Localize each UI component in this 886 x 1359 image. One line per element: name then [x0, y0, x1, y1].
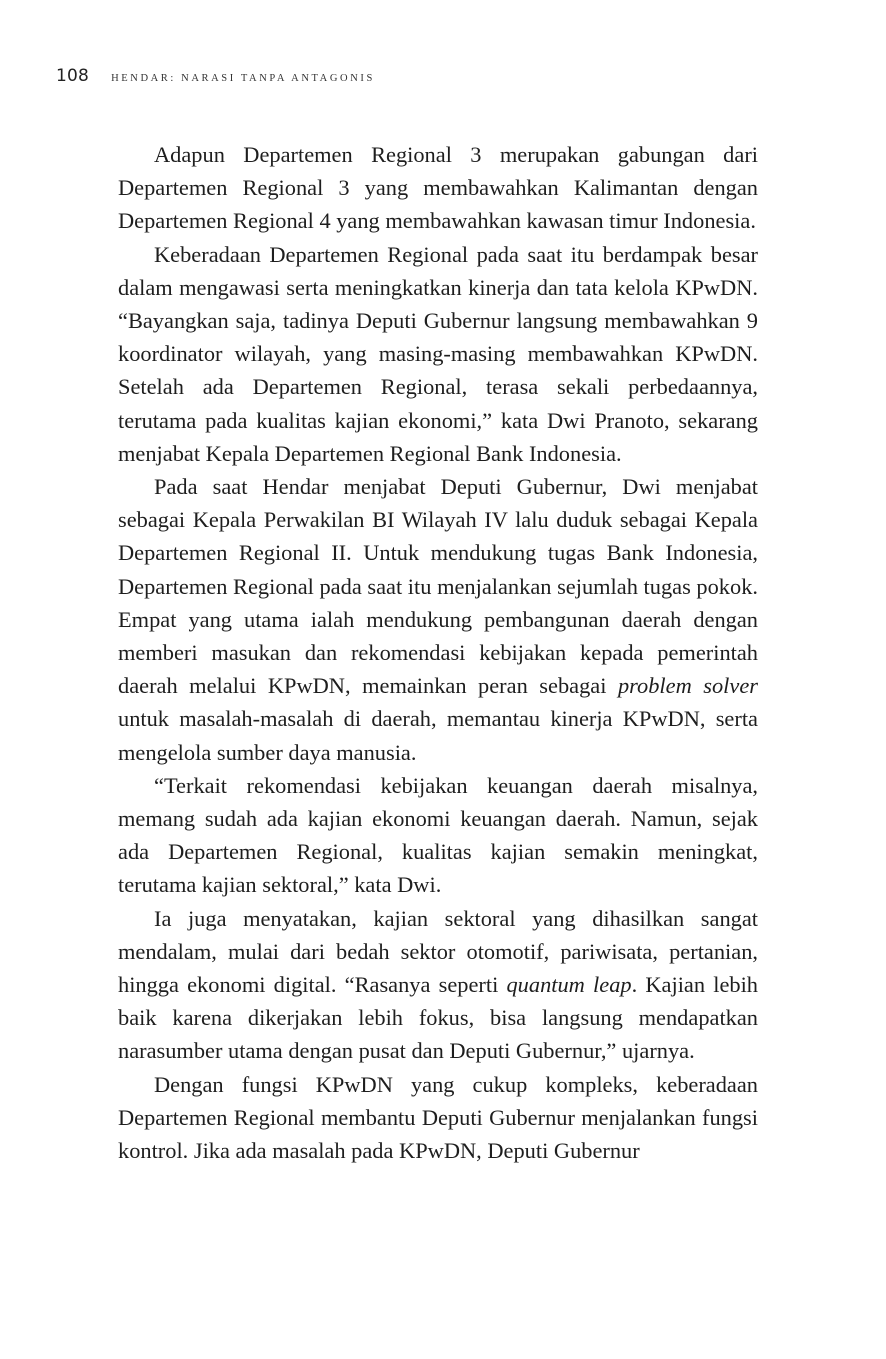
- paragraph-rekomendasi: [118, 769, 758, 902]
- running-title: HENDAR: NARASI TANPA ANTAGONIS: [111, 73, 375, 84]
- paragraph-text: Dengan fungsi KPwDN yang cukup kompleks, keberadaan Departemen Regional membantu Deputi Gubernur menjalankan fungsi kontrol. Jika ada masalah pada KPwDN, Deputi Gubernur: [118, 1071, 758, 1164]
- paragraph-text: “Terkait rekomendasi kebijakan keuangan daerah misalnya, memang sudah ada kajian ekonomi keuangan daerah. Namun, sejak ada Departemen Regional, kualitas kajian semakin meningkat, terutama kajian sektoral,” kata Dwi.: [118, 772, 758, 898]
- paragraph-text-before: Ia juga menyatakan, kajian sektoral yang dihasilkan sangat mendalam, mulai dari bedah sektor otomotif, pariwisata, pertanian, hingga ekonomi digital. “Rasanya seperti: [118, 905, 758, 998]
- paragraph-text: Keberadaan Departemen Regional pada saat itu berdampak besar dalam mengawasi serta meningkatkan kinerja dan tata kelola KPwDN. “Bayangkan saja, tadinya Deputi Gubernur langsung membawahkan 9 koordinator wilayah, yang masing-masing membawahkan KPwDN. Setelah ada Departemen Regional, terasa sekali perbedaannya, terutama pada kualitas kajian ekonomi,” kata Dwi Pranoto, sekarang menjabat Kepala Departemen Regional Bank Indonesia.: [118, 241, 758, 466]
- paragraph-text-before: Pada saat Hendar menjabat Deputi Gubernur, Dwi menjabat sebagai Kepala Perwakilan BI Wilayah IV lalu duduk sebagai Kepala Departemen Regional II. Untuk mendukung tugas Bank Indonesia, Departemen Regional pada saat itu menjalankan sejumlah tugas pokok. Empat yang utama ialah mendukung pembangunan daerah dengan memberi masukan dan rekomendasi kebijakan kepada pemerintah daerah melalui KPwDN, memainkan peran sebagai: [118, 474, 758, 699]
- italic-term: quantum leap: [506, 972, 632, 998]
- body-text: [118, 138, 758, 1167]
- paragraph-departemen-regional-3: [118, 138, 758, 238]
- paragraph-keberadaan: [118, 238, 758, 470]
- paragraph-fungsi-kontrol: [118, 1068, 758, 1168]
- paragraph-text-after: . Kajian lebih baik karena dikerjakan lebih fokus, bisa langsung mendapatkan narasumber utama dengan pusat dan Deputi Gubernur,” ujarnya.: [118, 972, 759, 1064]
- italic-term: problem solver: [617, 673, 758, 699]
- paragraph-text: Adapun Departemen Regional 3 merupakan gabungan dari Departemen Regional 3 yang membawahkan Kalimantan dengan Departemen Regional 4 yang membawahkan kawasan timur Indonesia.: [118, 142, 758, 234]
- paragraph-text-after: untuk masalah-masalah di daerah, memantau kinerja KPwDN, serta mengelola sumber daya manusia.: [118, 706, 758, 765]
- running-head: [56, 66, 375, 90]
- paragraph-kajian-sektoral: [118, 902, 758, 1068]
- paragraph-tugas-pokok: [118, 470, 758, 769]
- page-number: 108: [56, 66, 90, 86]
